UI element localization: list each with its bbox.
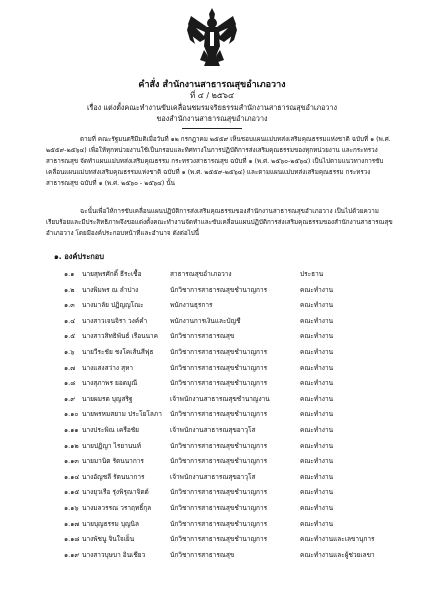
member-row — [0, 285, 424, 301]
member-role: ประธาน — [300, 270, 324, 278]
member-position: นักวิชาการสาธารณสุข — [170, 550, 235, 559]
member-role: คณะทำงานและเลขานุการ — [300, 535, 375, 544]
member-number: ๑.๑๘ — [64, 535, 80, 544]
body-paragraph-2 — [46, 206, 398, 239]
member-number: ๑.๔ — [64, 316, 76, 325]
member-name: นายมานิต รัตนนาการ — [82, 457, 144, 466]
member-row — [0, 394, 424, 410]
member-name: นางอัญชลี รัตนนาการ — [82, 472, 145, 481]
member-name: นางพิมพร ณ ลำปาง — [82, 285, 139, 294]
title-divider — [182, 128, 242, 129]
member-position: สาธารณสุขอำเภอวาง — [170, 270, 232, 278]
member-role: คณะทำงาน — [300, 503, 334, 512]
order-subject: เรื่อง แต่งตั้งคณะทำงานขับเคลื่อนชมรมจริยธรรมสำนักงานสาธารณสุขอำเภอวาง — [87, 103, 337, 112]
member-position: นักวิชาการสาธารณสุขชำนาญการ — [170, 535, 268, 544]
member-row — [0, 472, 424, 488]
member-name: นายวีระชัย ชงโคเส้นสีฟุธ — [82, 347, 154, 356]
order-subject-continued: ของสำนักงานสาธารณสุขอำเภอวาง — [156, 114, 268, 123]
garuda-emblem-icon — [186, 6, 238, 68]
member-row — [0, 269, 424, 285]
member-number: ๑.๑๕ — [64, 488, 80, 497]
member-position: เจ้าพนักงานสาธารณสุขอาวุโส — [170, 472, 256, 481]
member-name: นายปฏิญา ไรยานนท์ — [82, 441, 142, 450]
member-position: พนักงานการเงินและบัญชี — [170, 316, 241, 325]
member-row — [0, 456, 424, 472]
member-row — [0, 425, 424, 441]
body-paragraph-2-text: ฉะนั้นเพื่อให้การขับเคลื่อนแผนปฏิบัติการส่งเสริมคุณธรรมของสำนักงานสาธารณสุขอำเภอวาง เป็นไปด้วยความเรียบร้อยและมีประสิทธิภาพจึงขอแต่งตั้งคณะทำงานจัดทำและขับเคลื่อนแผนปฏิบัติการส่งเสริมคุณธรรมของสำนักงานสาธารณสุขอำเภอวาง โดยมีองค์ประกอบหน้าที่และอำนาจ ดังต่อไปนี้ — [46, 208, 393, 237]
member-role: คณะทำงาน — [300, 379, 334, 388]
member-position: นักวิชาการสาธารณสุขชำนาญการ — [170, 347, 268, 356]
member-position: นักวิชาการสาธารณสุขชำนาญการ — [170, 379, 268, 388]
member-number: ๑.๑๔ — [64, 472, 80, 481]
member-position: นักวิชาการสาธารณสุขชำนาญการ — [170, 363, 268, 372]
member-row — [0, 331, 424, 347]
member-name: นายพรหมสยาม ประโยโลภา — [82, 410, 162, 419]
member-number: ๑.๕ — [64, 332, 76, 341]
member-role: คณะทำงาน — [300, 425, 334, 434]
member-row — [0, 409, 424, 425]
member-number: ๑.๑๒ — [64, 441, 79, 450]
member-name: นายสุพรศักดิ์ ธีระเชื้อ — [82, 270, 142, 278]
member-role: คณะทำงาน — [300, 519, 334, 528]
member-row — [0, 550, 424, 566]
member-number: ๑.๙ — [64, 394, 75, 403]
member-name: นางมลวรรณ วราฤทธิ์กุล — [82, 503, 152, 512]
member-number: ๑.๑๓ — [64, 457, 79, 466]
member-role: คณะทำงาน — [300, 316, 334, 325]
member-role: คณะทำงาน — [300, 488, 334, 497]
member-number: ๑.๓ — [64, 301, 75, 310]
member-number: ๑.๑๖ — [64, 503, 79, 512]
member-position: นักวิชาการสาธารณสุขชำนาญการ — [170, 441, 268, 450]
member-position: เจ้าพนักงานสาธารณสุขอาวุโส — [170, 425, 256, 434]
member-row — [0, 503, 424, 519]
member-number: ๑.๖ — [64, 347, 75, 356]
member-role: คณะทำงาน — [300, 285, 334, 294]
member-name: นางประพิณ เครือชัย — [82, 425, 139, 434]
member-number: ๑.๗ — [64, 363, 76, 372]
member-position: พนักงานธุรการ — [170, 301, 213, 310]
member-row — [0, 441, 424, 457]
body-paragraph-1-text: ตามที่ คณะรัฐมนตรีมีมติเมื่อวันที่ ๑๒ กรกฎาคม ๒๕๕๙ เห็นชอบแผนแม่บทส่งเสริมคุณธรรมแห่งชาติ ฉบับที่ ๑ (พ.ศ. ๒๕๕๙-๒๕๖๔) เพื่อให้ทุกหน่วยงานใช้เป็นกรอบและทิศทางในการปฏิบัติการส่งเสริมคุณธรรมของทุกหน่วยงาน และกระทรวงสาธารณสุข จัดทำแผนแม่บทส่งเสริมคุณธรรม กระทรวงสาธารณสุข ฉบับที่ ๑ (พ.ศ. ๒๕๖๐-๒๕๖๔) เป็นไปตามแนวทางการขับเคลื่อนแผนแม่บทส่งเสริมคุณธรรมแห่งชาติ ฉบับที่ ๑ (พ.ศ. ๒๕๕๙-๒๕๖๔) และตามแผนแม่บทส่งเสริมคุณธรรม กระทรวงสาธารณสุข ฉบับที่ ๑ (พ.ศ. ๒๕๖๐ - ๒๕๖๔) นั้น — [46, 136, 391, 187]
member-position: นักวิชาการสาธารณสุขชำนาญการ — [170, 519, 268, 528]
member-row — [0, 316, 424, 332]
member-name: นางยุวเรือ รุ่งพิรุณาจิตต์ — [82, 488, 149, 497]
member-number: ๑.๑๗ — [64, 519, 80, 528]
member-number: ๑.๘ — [64, 379, 76, 388]
member-role: คณะทำงาน — [300, 332, 334, 341]
body-paragraph-1 — [46, 134, 398, 200]
member-name: นายผมรต บุญสริฐ — [82, 394, 133, 403]
member-name: นายบุญธรรม บุญนิล — [82, 519, 139, 528]
member-number: ๑.๒ — [64, 285, 75, 294]
order-title: คำสั่ง สำนักงานสาธารณสุขอำเภอวาง — [138, 80, 286, 90]
member-row — [0, 347, 424, 363]
member-name: นางสาวบุษบา อินเชียว — [82, 550, 146, 559]
member-name: นางแสงสว่าง สุหา — [82, 363, 134, 372]
member-list — [0, 269, 424, 565]
member-role: คณะทำงานและผู้ช่วยเลขา — [300, 550, 375, 559]
member-position: เจ้าพนักงานสาธารณสุขชำนาญงาน — [170, 394, 270, 403]
member-name: นางพัชนู จินใจเย็น — [82, 535, 135, 544]
member-name: นางสาวสิทธิพันธ์ เรือนนาค — [82, 332, 159, 341]
member-position: นักวิชาการสาธารณสุขชำนาญการ — [170, 503, 268, 512]
member-role: คณะทำงาน — [300, 457, 334, 466]
member-position: นักวิชาการสาธารณสุขชำนาญการ — [170, 457, 268, 466]
member-position: นักวิชาการสาธารณสุข — [170, 332, 235, 341]
member-row — [0, 363, 424, 379]
member-position: นักวิชาการสาธารณสุขชำนาญการ — [170, 488, 268, 497]
member-role: คณะทำงาน — [300, 441, 334, 450]
member-position: นักวิชาการสาธารณสุขชำนาญการ — [170, 285, 268, 294]
section-heading-composition: ๑. องค์ประกอบ — [54, 252, 105, 261]
member-role: คณะทำงาน — [300, 363, 334, 372]
member-number: ๑.๑ — [64, 270, 75, 278]
member-position: นักวิชาการสาธารณสุขชำนาญการ — [170, 410, 268, 419]
member-number: ๑.๑๐ — [64, 410, 79, 419]
member-row — [0, 300, 424, 316]
member-role: คณะทำงาน — [300, 347, 334, 356]
order-number: ที่ ๔ / ๒๕๖๔ — [189, 91, 235, 100]
member-name: นางมาลัย ปฏิญญโณะ — [82, 301, 144, 310]
member-row — [0, 487, 424, 503]
member-name: นางสุภาพร ยอดมูณี — [82, 379, 138, 388]
member-role: คณะทำงาน — [300, 394, 334, 403]
member-row — [0, 519, 424, 535]
member-name: นางสาวเจนจิรา วงค์คำ — [82, 316, 148, 325]
member-role: คณะทำงาน — [300, 410, 334, 419]
member-role: คณะทำงาน — [300, 472, 334, 481]
member-row — [0, 534, 424, 550]
member-row — [0, 378, 424, 394]
member-number: ๑.๑๙ — [64, 550, 80, 559]
member-number: ๑.๑๑ — [64, 425, 79, 434]
member-role: คณะทำงาน — [300, 301, 334, 310]
